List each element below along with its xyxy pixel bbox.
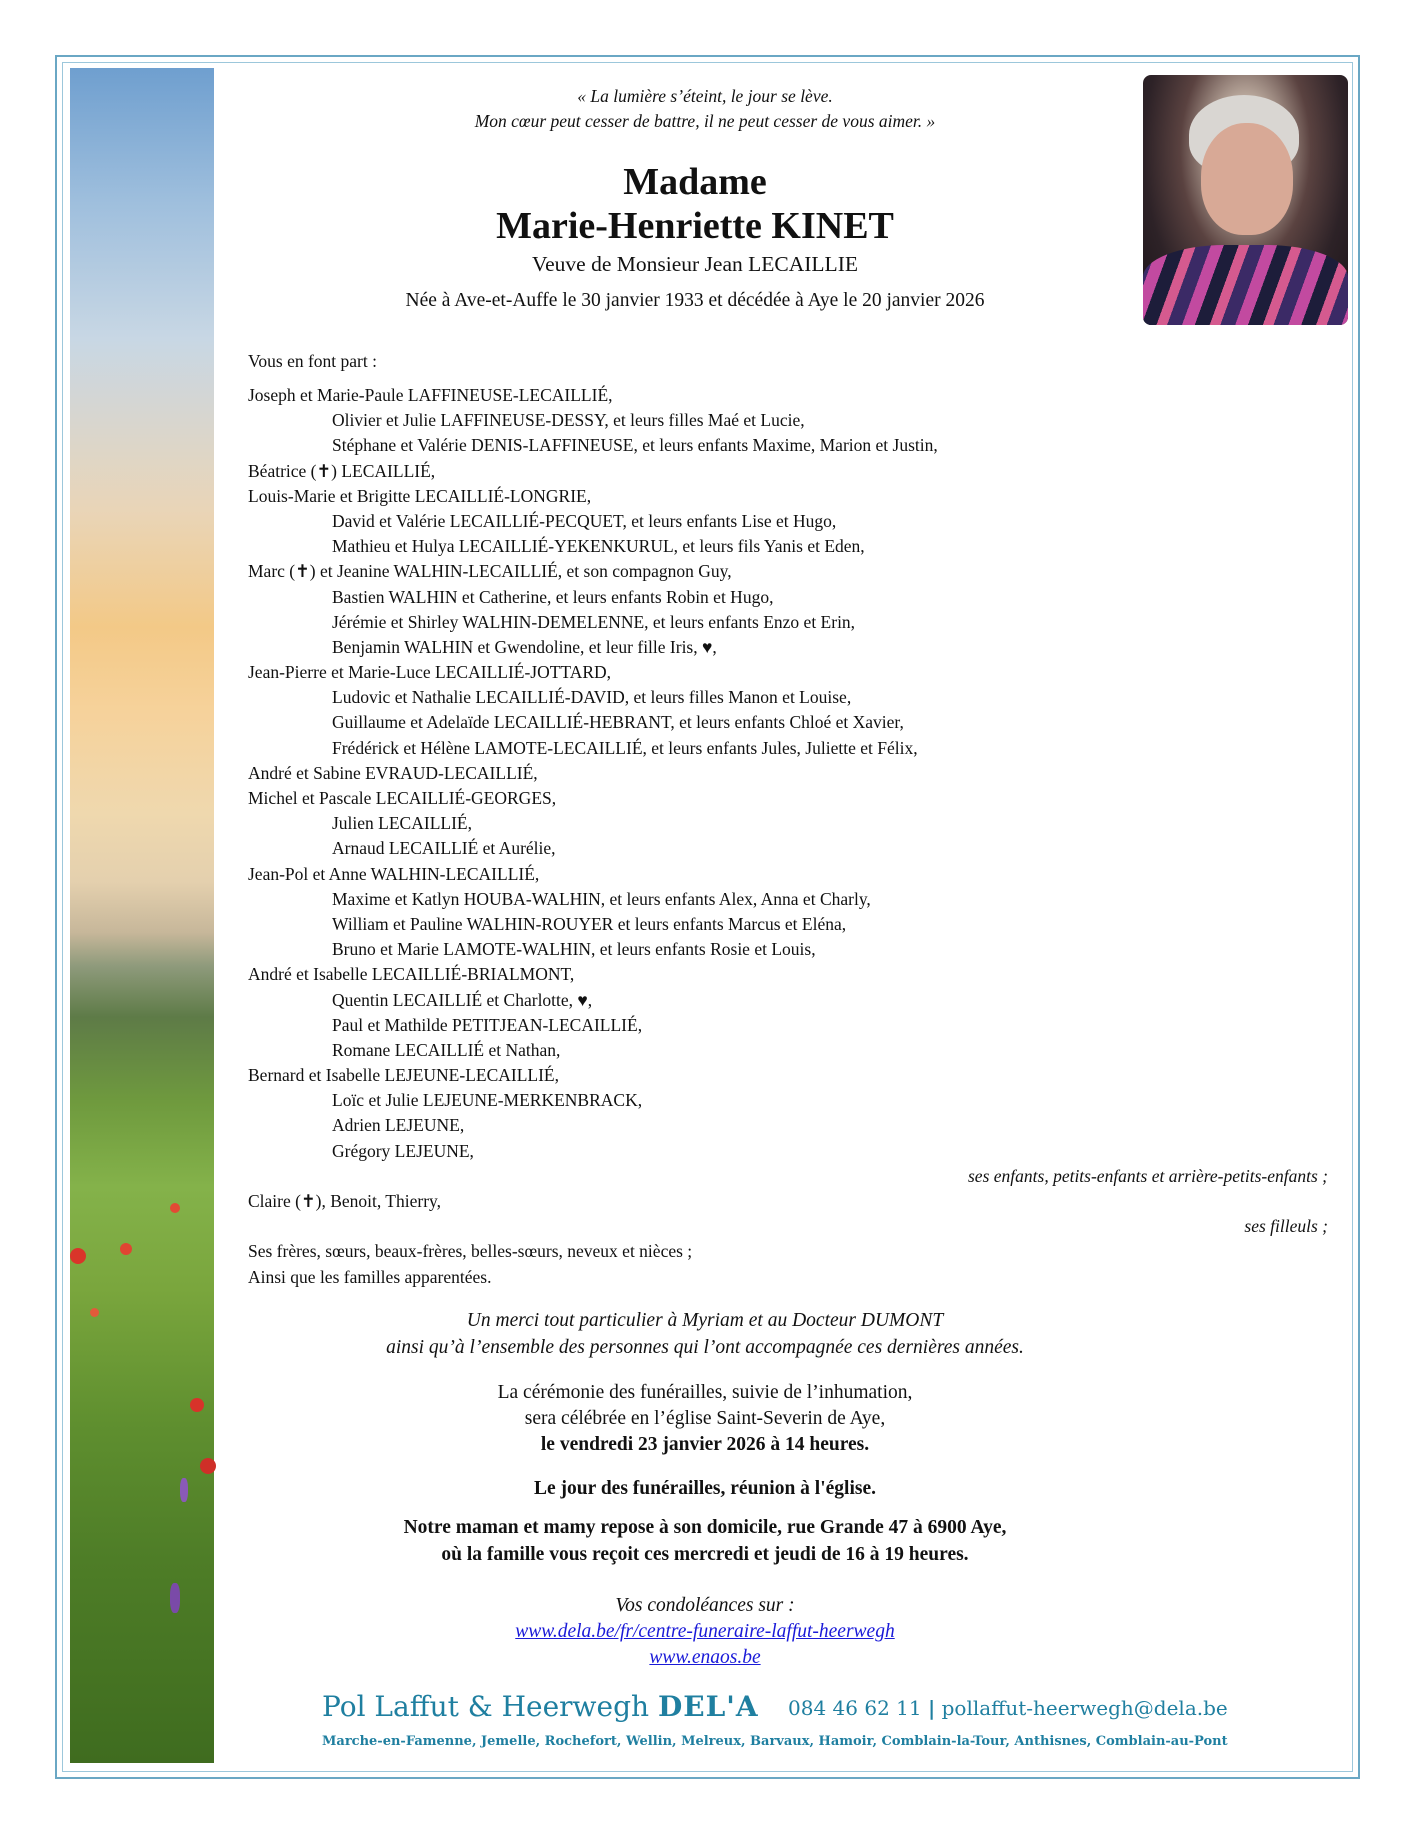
family-member: André et Isabelle LECAILLIÉ-BRIALMONT, [248,964,575,985]
ceremony-info [300,1380,1110,1458]
family-member-sub: Maxime et Katlyn HOUBA-WALHIN, et leurs enfants Alex, Anna et Charly, [332,888,871,909]
contact-separator: | [927,1696,936,1720]
quote-line-2: Mon cœur peut cesser de battre, il ne peut cesser de vous aimer. » [474,111,936,131]
family-member: Bernard et Isabelle LEJEUNE-LECAILLIÉ, [248,1065,559,1086]
family-member-sub: Mathieu et Hulya LECAILLIÉ-YEKENKURUL, et leurs fils Yanis et Eden, [332,536,865,557]
family-member: Louis-Marie et Brigitte LECAILLIÉ-LONGRIE, [248,485,592,506]
birth-death-dates: Née à Ave-et-Auffe le 30 janvier 1933 et décédée à Aye le 20 janvier 2026 [405,290,985,311]
family-member-sub: Benjamin WALHIN et Gwendoline, et leur fille Iris, ♥, [332,636,717,657]
lavender-flower [170,1583,180,1613]
domicile-info [300,1514,1110,1568]
ceremony-line-1: La cérémonie des funérailles, suivie de l’inhumation, [497,1382,913,1403]
landscape-decoration [70,68,214,1763]
family-member-sub: Ludovic et Nathalie LECAILLIÉ-DAVID, et leurs filles Manon et Louise, [332,687,852,708]
poppy-flower [170,1203,180,1213]
family-member-sub: Julien LECAILLIÉ, [332,813,472,834]
deceased-photo [1143,75,1348,325]
condolences [300,1593,1110,1671]
family-member: Joseph et Marie-Paule LAFFINEUSE-LECAILLIÉ, [248,385,613,405]
funeral-home-brand [322,1690,759,1723]
domicile-line-1: Notre maman et mamy repose à son domicile, rue Grande 47 à 6900 Aye, [403,1517,1007,1538]
email-address: pollaffut-heerwegh@dela.be [941,1696,1228,1720]
poppy-flower [120,1243,132,1255]
family-member: André et Sabine EVRAUD-LECAILLIÉ, [248,762,538,783]
dela-logo: DEL'A [657,1690,759,1723]
funeral-home-locations: Marche-en-Famenne, Jemelle, Rochefort, Wellin, Melreux, Barvaux, Hamoir, Comblain-la-Tour, Anthisnes, Comblain-au-Pont [322,1734,1228,1749]
family-member-sub: Arnaud LECAILLIÉ et Aurélie, [332,838,556,859]
godchildren-list: Claire (✝), Benoit, Thierry, [248,1191,442,1211]
poppy-flower [190,1398,204,1412]
family-member-sub: William et Pauline WALHIN-ROUYER et leurs enfants Marcus et Eléna, [332,913,847,934]
opening-quote [300,84,1110,134]
deceased-name: Marie-Henriette KINET [496,205,894,247]
thanks-note [300,1307,1110,1361]
family-member-sub: Stéphane et Valérie DENIS-LAFFINEUSE, et leurs enfants Maxime, Marion et Justin, [332,435,938,456]
thanks-line-1: Un merci tout particulier à Myriam et au Docteur DUMONT [466,1310,944,1331]
reunion-note: Le jour des funérailles, réunion à l'église. [534,1478,876,1499]
poppy-flower [90,1308,99,1317]
family-member-sub: Frédérick et Hélène LAMOTE-LECAILLIÉ, et leurs enfants Jules, Juliette et Félix, [332,737,918,758]
deceased-heading [300,160,1090,314]
widow-of: Veuve de Monsieur Jean LECAILLIE [532,252,858,276]
phone-number: 084 46 62 11 [788,1696,922,1720]
family-member: Marc (✝) et Jeanine WALHIN-LECAILLIÉ, et son compagnon Guy, [248,561,732,582]
family-member-sub: Paul et Mathilde PETITJEAN-LECAILLIÉ, [332,1014,643,1035]
family-member-sub: Jérémie et Shirley WALHIN-DEMELENNE, et leurs enfants Enzo et Erin, [332,611,856,632]
condolences-link-dela[interactable]: www.dela.be/fr/centre-funeraire-laffut-heerwegh [515,1621,895,1642]
family-member: Jean-Pierre et Marie-Luce LECAILLIÉ-JOTTARD, [248,662,612,683]
family-member-sub: David et Valérie LECAILLIÉ-PECQUET, et leurs enfants Lise et Hugo, [332,510,837,531]
announce-heading: Vous en font part : [248,351,377,371]
summary-godchildren: ses filleuls ; [1244,1216,1328,1237]
deceased-title: Madame [623,161,767,203]
family-member: Michel et Pascale LECAILLIÉ-GEORGES, [248,788,557,808]
domicile-line-2: où la famille vous reçoit ces mercredi et jeudi de 16 à 19 heures. [441,1544,969,1565]
family-member-sub: Adrien LEJEUNE, [332,1115,465,1136]
funeral-home-contact [788,1696,1228,1720]
family-member: Jean-Pol et Anne WALHIN-LECAILLIÉ, [248,863,540,884]
ceremony-datetime: le vendredi 23 janvier 2026 à 14 heures. [540,1434,870,1455]
family-member-sub: Bruno et Marie LAMOTE-WALHIN, et leurs enfants Rosie et Louis, [332,939,816,960]
family-member: Béatrice (✝) LECAILLIÉ, [248,460,436,481]
siblings-line: Ses frères, sœurs, beaux-frères, belles-sœurs, neveux et nièces ; [248,1241,693,1262]
family-member-sub: Quentin LECAILLIÉ et Charlotte, ♥, [332,989,593,1010]
family-list [248,383,1328,1290]
family-member-sub: Guillaume et Adelaïde LECAILLIÉ-HEBRANT, et leurs enfants Chloé et Xavier, [332,712,904,733]
family-member-sub: Loïc et Julie LEJEUNE-MERKENBRACK, [332,1090,643,1111]
lavender-flower [180,1478,188,1502]
condolences-link-enaos[interactable]: www.enaos.be [649,1647,761,1668]
family-member-sub: Olivier et Julie LAFFINEUSE-DESSY, et leurs filles Maé et Lucie, [332,410,805,431]
thanks-line-2: ainsi qu’à l’ensemble des personnes qui l’ont accompagnée ces dernières années. [386,1337,1024,1358]
family-member-sub: Grégory LEJEUNE, [332,1140,474,1161]
relatives-line: Ainsi que les familles apparentées. [248,1266,492,1287]
ceremony-line-2: sera célébrée en l’église Saint-Severin de Aye, [524,1408,886,1429]
brand-name: Pol Laffut & Heerwegh [322,1690,650,1723]
poppy-flower [70,1248,86,1264]
condolences-label: Vos condoléances sur : [615,1595,795,1616]
summary-children: ses enfants, petits-enfants et arrière-petits-enfants ; [968,1165,1328,1186]
family-member-sub: Bastien WALHIN et Catherine, et leurs enfants Robin et Hugo, [332,586,774,607]
family-member-sub: Romane LECAILLIÉ et Nathan, [332,1039,561,1060]
poppy-flower [200,1458,216,1474]
quote-line-1: « La lumière s’éteint, le jour se lève. [577,86,833,106]
